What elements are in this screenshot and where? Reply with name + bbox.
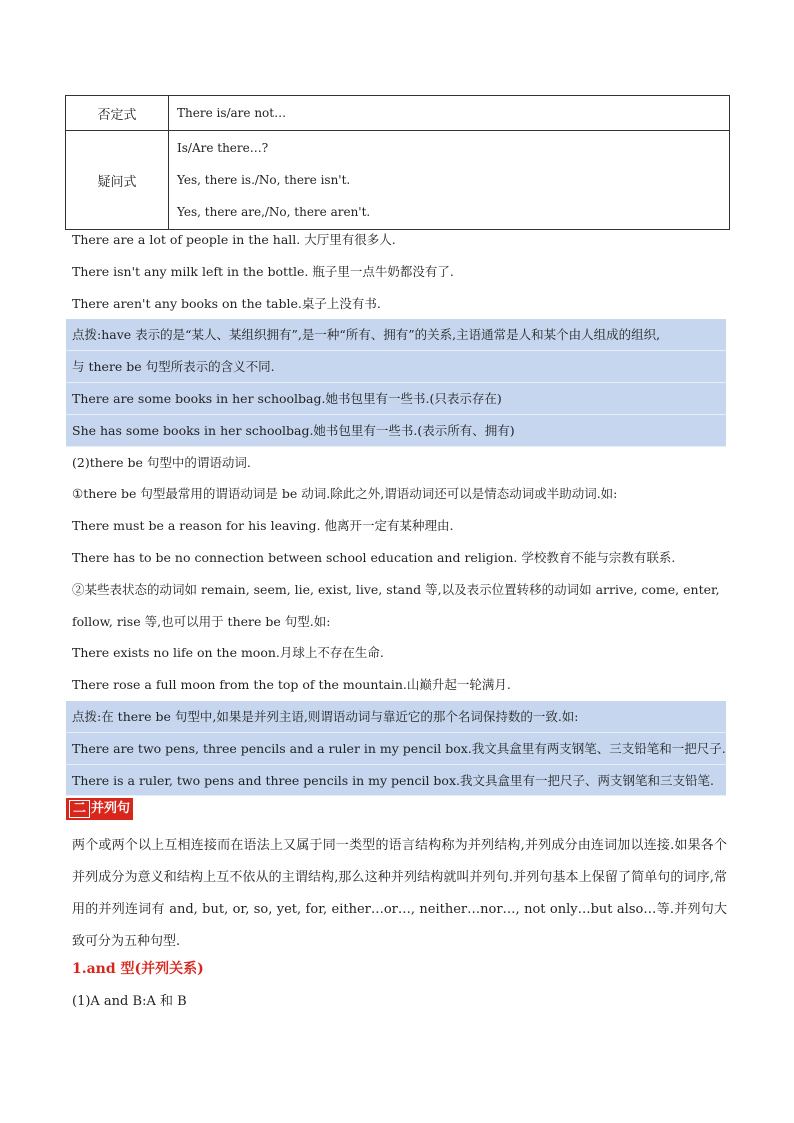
highlighted-line: There are two pens, three pencils and a ruler in my pencil box.我文具盒里有两支钢笔、三支铅笔和一把尺子. bbox=[66, 733, 726, 765]
text-line: (2)there be 句型中的谓语动词. bbox=[72, 454, 251, 470]
table-cell-negative bbox=[169, 96, 730, 131]
text-line: There aren't any books on the table.桌子上没有书. bbox=[72, 295, 381, 311]
there-be-forms-table bbox=[65, 95, 730, 230]
highlighted-line: 点拨:在 there be 句型中,如果是并列主语,则谓语动词与靠近它的那个名词保持数的一致.如: bbox=[66, 701, 726, 733]
text-line: There are a lot of people in the hall. 大厅里有很多人. bbox=[72, 232, 396, 247]
table-row bbox=[66, 131, 730, 230]
text-line: There exists no life on the moon.月球上不存在生命. bbox=[72, 645, 384, 661]
text-line: There has to be no connection between school education and religion. 学校教育不能与宗教有联系. bbox=[72, 549, 676, 565]
table-cell-line: Yes, there are,/No, there aren't. bbox=[177, 205, 371, 219]
highlighted-line: She has some books in her schoolbag.她书包里有一些书.(表示所有、拥有) bbox=[66, 415, 726, 447]
table-cell-line: Is/Are there…? bbox=[177, 141, 269, 155]
text-line: There rose a full moon from the top of the mountain.山巅升起一轮满月. bbox=[72, 677, 511, 693]
highlighted-line: 点拨:have 表示的是“某人、某组织拥有”,是一种“所有、拥有”的关系,主语通常是人和某个由人组成的组织, bbox=[66, 319, 726, 351]
highlighted-line: There are some books in her schoolbag.她书包里有一些书.(只表示存在) bbox=[66, 383, 726, 415]
text-line: There must be a reason for his leaving. 他离开一定有某种理由. bbox=[72, 518, 454, 534]
table-cell-line: Yes, there is./No, there isn't. bbox=[177, 173, 351, 187]
text-line: follow, rise 等,也可以用于 there be 句型.如: bbox=[72, 613, 331, 629]
section-title: 并列句 bbox=[91, 801, 131, 816]
highlighted-line: There is a ruler, two pens and three pencils in my pencil box.我文具盒里有一把尺子、两支钢笔和三支铅笔. bbox=[66, 765, 726, 797]
table-label-question: 疑问式 bbox=[66, 131, 169, 230]
section-heading bbox=[66, 798, 133, 820]
subline-text: (1)A and B:A 和 B bbox=[72, 994, 187, 1009]
section-number: 二 bbox=[69, 800, 90, 818]
section-heading-box bbox=[66, 798, 133, 820]
paragraph-text: 两个或两个以上互相连接而在语法上又属于同一类型的语言结构称为并列结构,并列成分由连词加以连接.如果各个并列成分为意义和结构上互不依从的主谓结构,那么这种并列结构就叫并列句.并列句基本上保留了简单句的词序,常用的并列连词有 and, but, or, so, yet, for, either…or…, neither…nor…, not only…but also…等.并列句大致可分为五种句型. bbox=[72, 838, 727, 949]
example-lines bbox=[66, 224, 726, 796]
subheading: 1.and 型(并列关系) bbox=[72, 961, 204, 977]
table-cell-line: There is/are not… bbox=[177, 106, 287, 120]
table-label-negative: 否定式 bbox=[66, 96, 169, 131]
table-cell-question bbox=[169, 131, 730, 230]
text-line: ②某些表状态的动词如 remain, seem, lie, exist, live, stand 等,以及表示位置转移的动词如 arrive, come, enter, bbox=[72, 581, 720, 597]
highlighted-line: 与 there be 句型所表示的含义不同. bbox=[66, 351, 726, 383]
text-line: ①there be 句型最常用的谓语动词是 be 动词.除此之外,谓语动词还可以是情态动词或半助动词.如: bbox=[72, 486, 618, 502]
text-line: There isn't any milk left in the bottle. 瓶子里一点牛奶都没有了. bbox=[72, 263, 454, 279]
table-row bbox=[66, 96, 730, 131]
